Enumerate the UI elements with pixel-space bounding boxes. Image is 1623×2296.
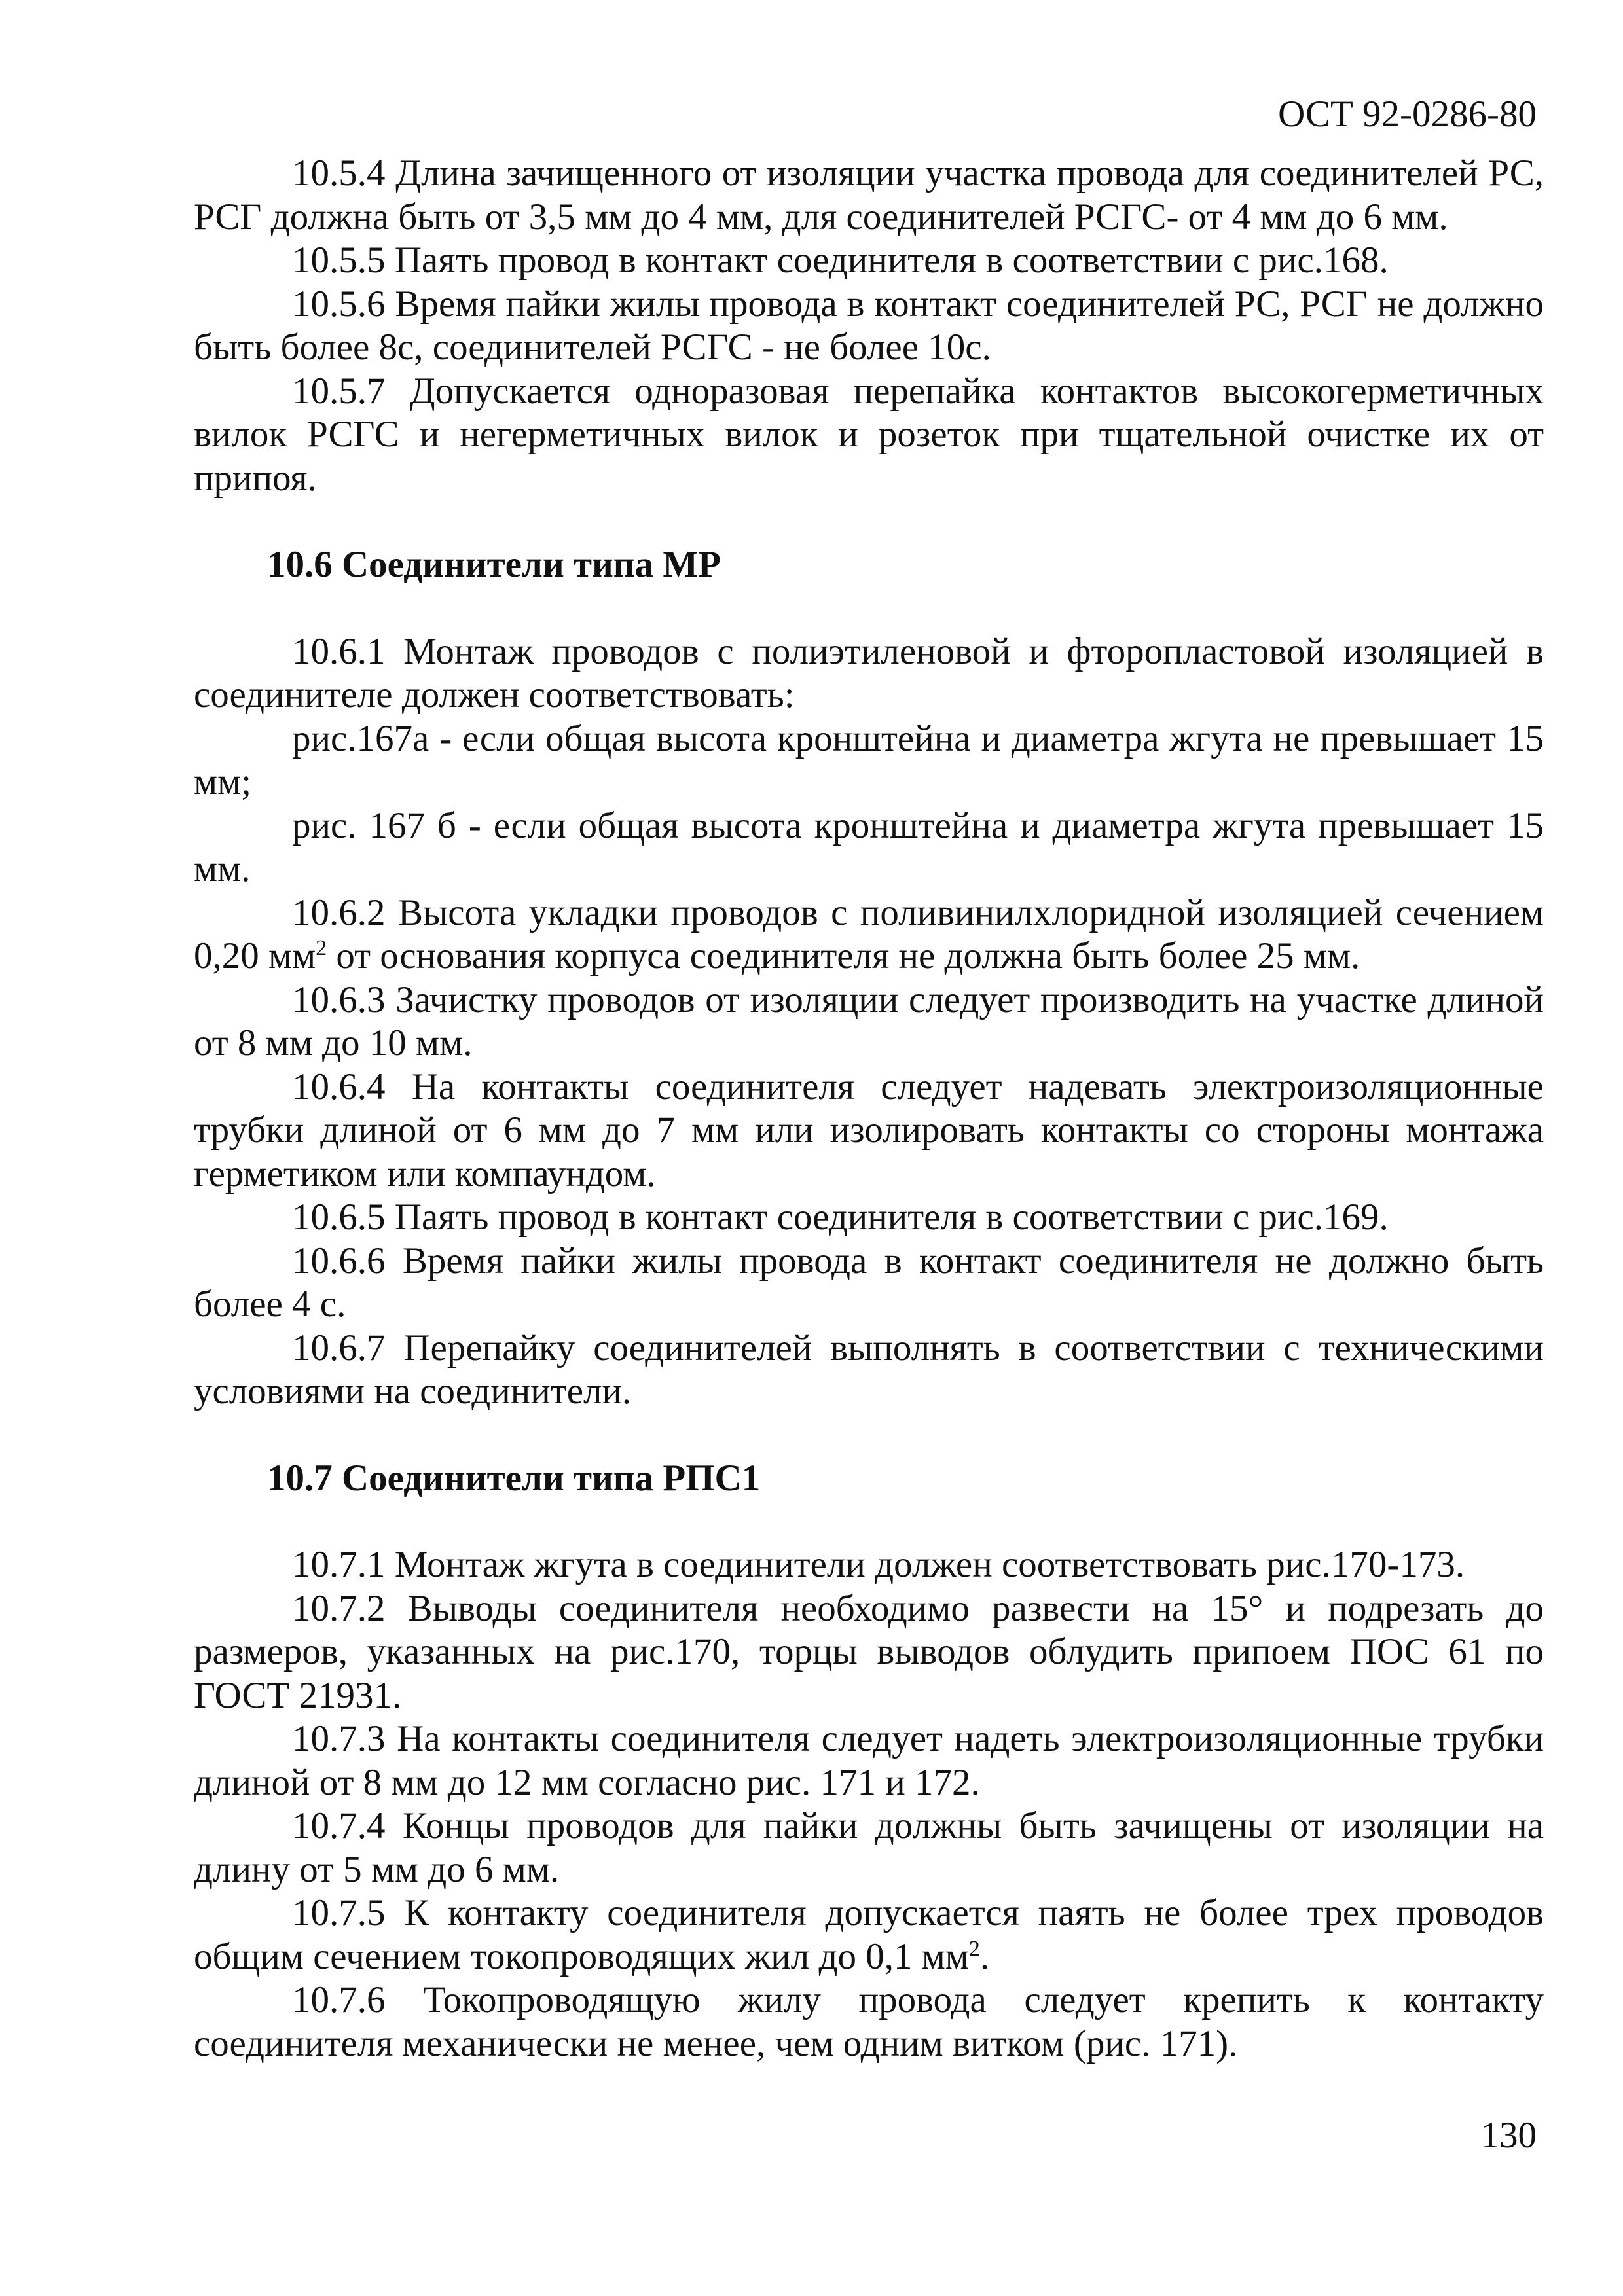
paragraph-10-7-6: 10.7.6 Токопроводящую жилу провода следует крепить к контакту соединителя механически не менее, чем одним витком (рис. 171). bbox=[194, 1979, 1544, 2064]
spacer bbox=[194, 1500, 1544, 1543]
paragraph-10-7-5-text: 10.7.5 К контакту соединителя допускается паять не более трех проводов общим сечением токопроводящих жил до 0,1 мм bbox=[194, 1892, 1544, 1977]
paragraph-10-7-3: 10.7.3 На контакты соединителя следует надеть электроизоляционные трубки длиной от 8 мм до 12 мм согласно рис. 171 и 172. bbox=[194, 1718, 1544, 1803]
spacer bbox=[194, 1414, 1544, 1457]
document-code: ОСТ 92-0286-80 bbox=[1278, 94, 1537, 135]
paragraph-10-7-2: 10.7.2 Выводы соединителя необходимо развести на 15° и подрезать до размеров, указанных на рис.170, торцы выводов облудить припоем ПОС 61 по ГОСТ 21931. bbox=[194, 1587, 1544, 1716]
page-number: 130 bbox=[1480, 2115, 1537, 2156]
paragraph-10-5-7: 10.5.7 Допускается одноразовая перепайка контактов высокогерметичных вилок РСГС и негерметичных вилок и розеток при тщательной очистке их от припоя. bbox=[194, 370, 1544, 499]
paragraph-10-7-1: 10.7.1 Монтаж жгута в соединители должен соответствовать рис.170-173. bbox=[292, 1544, 1465, 1585]
paragraph-10-6-1-b: рис. 167 б - если общая высота кронштейна и диаметра жгута превышает 15 мм. bbox=[194, 804, 1544, 889]
superscript: 2 bbox=[968, 1936, 980, 1961]
paragraph-10-5-4: 10.5.4 Длина зачищенного от изоляции участка провода для соединителей РС, РСГ должна быть от 3,5 мм до 4 мм, для соединителей РСГС- от 4 мм до 6 мм. bbox=[194, 152, 1544, 238]
superscript: 2 bbox=[316, 936, 327, 960]
paragraph-10-6-4: 10.6.4 На контакты соединителя следует надевать электроизоляционные трубки длиной от 6 мм до 7 мм или изолировать контакты со стороны монтажа герметиком или компаундом. bbox=[194, 1066, 1544, 1194]
spacer bbox=[194, 587, 1544, 630]
body-text bbox=[194, 152, 1544, 2066]
paragraph-10-6-3: 10.6.3 Зачистку проводов от изоляции следует производить на участке длиной от 8 мм до 10 мм. bbox=[194, 978, 1544, 1064]
paragraph-10-5-6: 10.5.6 Время пайки жилы провода в контакт соединителей РС, РСГ не должно быть более 8с, соединителей РСГС - не более 10с. bbox=[194, 283, 1544, 368]
paragraph-10-6-6: 10.6.6 Время пайки жилы провода в контакт соединителя не должно быть более 4 с. bbox=[194, 1240, 1544, 1325]
paragraph-10-6-2-text-end: от основания корпуса соединителя не должна быть более 25 мм. bbox=[327, 935, 1360, 977]
paragraph-10-6-1: 10.6.1 Монтаж проводов с полиэтиленовой и фторопластовой изоляцией в соединителе должен соответствовать: bbox=[194, 630, 1544, 715]
paragraph-10-7-4: 10.7.4 Концы проводов для пайки должны быть зачищены от изоляции на длину от 5 мм до 6 мм. bbox=[194, 1805, 1544, 1890]
spacer bbox=[194, 500, 1544, 543]
paragraph-10-6-7: 10.6.7 Перепайку соединителей выполнять в соответствии с техническими условиями на соединители. bbox=[194, 1327, 1544, 1412]
paragraph-10-6-2 bbox=[194, 891, 1544, 978]
paragraph-10-6-5: 10.6.5 Паять провод в контакт соединителя в соответствии с рис.169. bbox=[292, 1196, 1389, 1238]
paragraph-10-6-2-text: 10.6.2 Высота укладки проводов с поливинилхлоридной изоляцией сечением 0,20 мм bbox=[194, 891, 1544, 977]
paragraph-10-6-1-a: рис.167а - если общая высота кронштейна и диаметра жгута не превышает 15 мм; bbox=[194, 717, 1544, 802]
paragraph-10-7-5-text-end: . bbox=[979, 1935, 990, 1977]
paragraph-10-7-5 bbox=[194, 1892, 1544, 1979]
paragraph-10-5-5: 10.5.5 Паять провод в контакт соединителя в соответствии с рис.168. bbox=[292, 240, 1389, 281]
section-heading-10-6: 10.6 Соединители типа МР bbox=[267, 544, 721, 585]
section-heading-10-7: 10.7 Соединители типа РПС1 bbox=[267, 1457, 761, 1499]
